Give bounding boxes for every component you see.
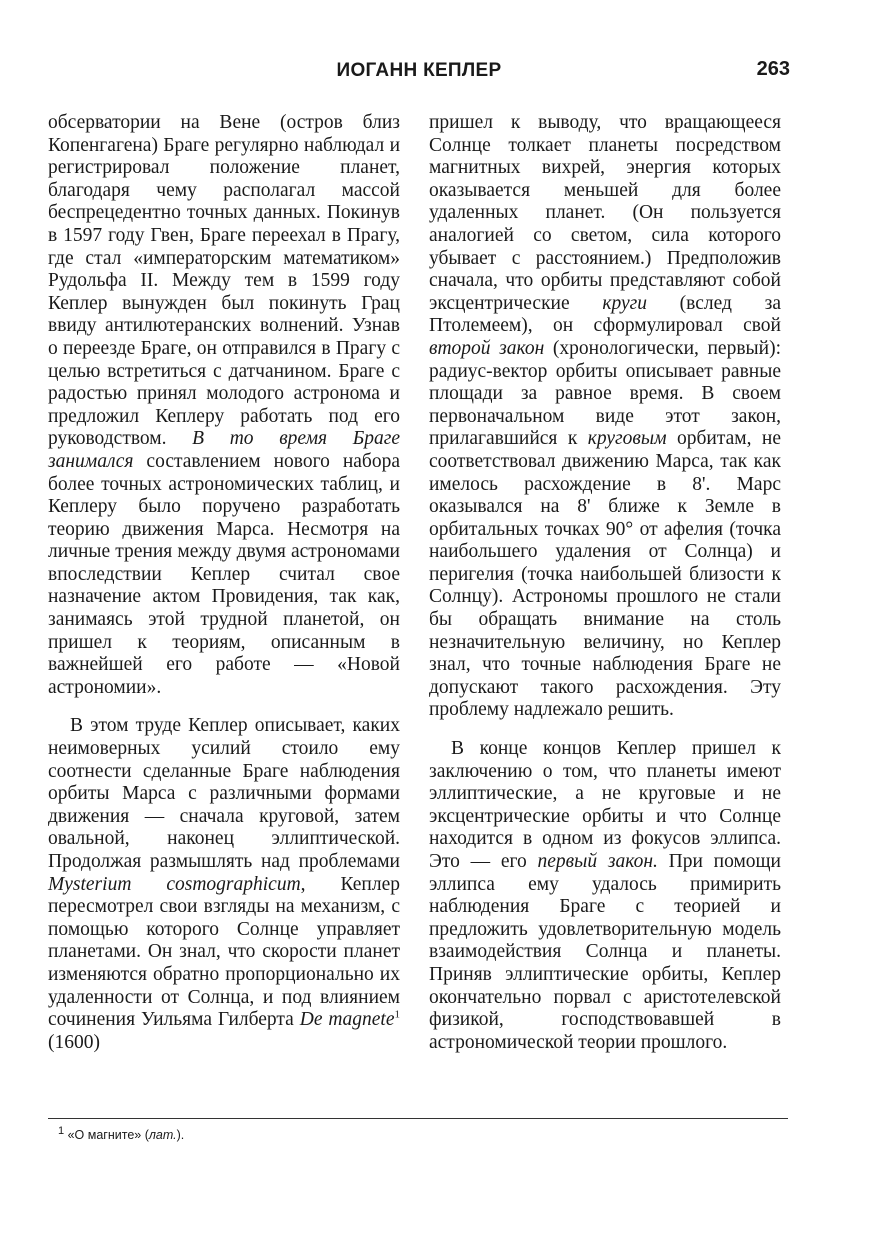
right-column [429, 112, 781, 1054]
text-run: составлением нового набора более точных астрономических таблиц, и Кеплеру было поручено разработать теорию движения Марса. Несмотря на личные трения между двумя астрономами впоследствии Кеплер считал свое назначение актом Провидения, так как, занимаясь этой трудной планетой, он пришел к теориям, описанным в важнейшей его работе — «Новой астрономии». [48, 450, 400, 698]
italic-text: В то время Браге занимался [48, 428, 400, 472]
text-run: (1600) [48, 1031, 100, 1053]
left-column [48, 112, 400, 1054]
italic-text: круговым [587, 428, 667, 450]
text-run: пришел к выводу, что вращающееся Солнце толкает планеты посредством магнитных вихрей, энергия которых оказывается меньшей для более удаленных планет. (Он пользуется аналогией со светом, сила которого убывает с расстоянием.) Предположив сначала, что орбиты представляют собой эксцентрические [429, 112, 781, 314]
footnote-mark: 1 [58, 1124, 65, 1137]
italic-text: Mysterium cosmographicum [48, 873, 301, 895]
italic-text: лат. [148, 1128, 177, 1142]
text-run: обсерватории на Вене (остров близ Копенгагена) Браге регулярно наблюдал и регистрировал положение планет, благодаря чему располагал массой беспрецедентно точных данных. Покинув в 1597 году Гвен, Браге переехал в Прагу, где стал «императорским математиком» Рудольфа II. Между тем в 1599 году Кеплер вынужден был покинуть Грац ввиду антилютеранских волнений. Узнав о переезде Браге, он отправился в Прагу с целью встретиться с датчанином. Браге с радостью принял молодого астронома и предложил Кеплеру работать под его руководством. [48, 112, 400, 450]
italic-text: круги [602, 292, 647, 314]
running-title: ИОГАНН КЕПЛЕР [336, 60, 502, 81]
paragraph [429, 738, 781, 1054]
text-run: (вслед за Птолемеем), он сформулировал свой [429, 292, 781, 337]
footnote-mark: 1 [394, 1008, 400, 1021]
footnote [58, 1124, 185, 1142]
paragraph [48, 715, 400, 1054]
text-run: (хронологически, первый): радиус-вектор орбиты описывает равные площади за равное время. В своем первоначальном виде этот закон, прилагавшийся к [429, 337, 781, 450]
text-run: В этом труде Кеплер описывает, каких неимоверных усилий стоило ему соотнести сделанные Браге наблюдения орбиты Марса с различными формами движения — сначала круговой, затем овальной, наконец эллиптической. Продолжая размышлять над проблемами [48, 715, 400, 872]
footnote-text: ). [176, 1128, 185, 1142]
footnote-text: «О магните» ( [64, 1128, 149, 1142]
text-run: При помощи эллипса ему удалось примирить наблюдения Браге с теорией и предложить удовлетворительную модель взаимодействия Солнца и планеты. Приняв эллиптические орбиты, Кеплер окончательно порвал с аристотелевской физикой, господствовавшей в астрономической теории прошлого. [429, 851, 781, 1053]
footnote-divider [48, 1118, 788, 1119]
paragraph [429, 112, 781, 722]
text-run: , Кеплер пересмотрел свои взгляды на механизм, с помощью которого Солнце управляет планетами. Он знал, что скорости планет изменяются обратно пропорционально их удаленности от Солнца, и под влиянием сочинения Уильяма Гилберта [48, 873, 400, 1031]
page-number: 263 [756, 58, 790, 80]
paragraph [48, 112, 400, 699]
running-head [48, 58, 790, 86]
text-run: В конце концов Кеплер пришел к заключению о том, что планеты имеют эллиптические, а не круговые и не эксцентрические орбиты и что Солнце находится в одном из фокусов эллипса. Это — его [429, 738, 781, 872]
italic-text: второй закон [429, 337, 545, 359]
text-run: орбитам, не соответствовал движению Марса, так как имелось расхождение в 8'. Марс оказывался на 8' ближе к Земле в орбитальных точках 90° от афелия (точка наибольшего удаления от Солнца) и перигелия (точка наибольшей близости к Солнцу). Астрономы прошлого не стали бы обращать внимание на столь незначительную величину, но Кеплер знал, что точные наблюдения Браге не допускают такого расхождения. Эту проблему надлежало решить. [429, 428, 781, 721]
italic-text: De magnete [299, 1009, 395, 1031]
italic-text: первый закон. [537, 851, 658, 872]
